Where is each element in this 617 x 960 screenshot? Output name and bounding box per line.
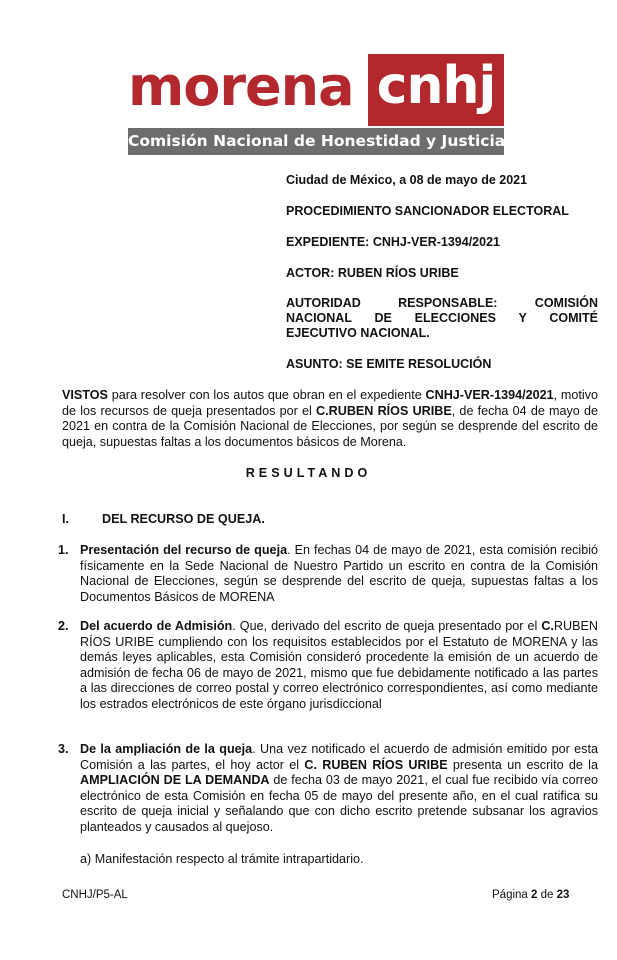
- item-number: 1.: [58, 543, 69, 557]
- item-text: . Una vez notificado el acuerdo de admisión emitido por esta Comisión a las partes, el hoy actor el: [80, 742, 598, 772]
- item-text: . Que, derivado del escrito de queja presentado por el: [232, 619, 542, 633]
- item-text: presenta un escrito de la: [447, 757, 598, 772]
- intro-name: C.RUBEN RÍOS URIBE: [316, 403, 452, 418]
- authority-line-1: AUTORIDAD RESPONSABLE: COMISIÓN: [286, 296, 598, 310]
- subject: ASUNTO: SE EMITE RESOLUCIÓN: [286, 357, 492, 371]
- intro-file: CNHJ-VER-1394/2021: [425, 388, 554, 402]
- page-label: Página: [492, 889, 532, 901]
- authority-line-3: EJECUTIVO NACIONAL.: [286, 326, 430, 340]
- resultando-heading: RESULTANDO: [245, 466, 372, 480]
- intro-paragraph: [62, 388, 598, 450]
- item-bold-name: C.: [541, 619, 554, 633]
- sub-item: a) Manifestación respecto al trámite intrapartidario.: [80, 852, 364, 866]
- section-title: DEL RECURSO DE QUEJA.: [102, 512, 265, 526]
- item-title: Del acuerdo de Admisión: [80, 619, 233, 633]
- page-of: de: [537, 889, 557, 901]
- item-number: 2.: [58, 619, 69, 633]
- item-body: [80, 543, 598, 605]
- cnhj-logo: [128, 54, 504, 156]
- item-number: 3.: [58, 742, 69, 756]
- page-current: 2: [531, 889, 538, 901]
- item-bold-name: C. RUBEN RÍOS URIBE: [304, 757, 448, 772]
- item-title: De la ampliación de la queja: [80, 742, 253, 756]
- intro-text-2: , motivo de los recursos de queja presentados por el: [62, 388, 599, 418]
- document-date: Ciudad de México, a 08 de mayo de 2021: [286, 173, 528, 187]
- intro-text-1: para resolver con los autos que obran en el expediente: [107, 388, 426, 402]
- file-number: EXPEDIENTE: CNHJ-VER-1394/2021: [286, 235, 500, 249]
- item-title: Presentación del recurso de queja: [80, 543, 288, 557]
- item-text: . En fechas 04 de mayo de 2021, esta comisión recibió físicamente en la Sede Nacional de Nuestro Partido un escrito en contra de la Comisión Nacional de Elecciones, según se desprende del escrito de queja, supuestas faltas a los Documentos Básicos de MORENA: [80, 543, 598, 604]
- intro-vistos: VISTOS: [62, 388, 108, 402]
- item-bold-demand: AMPLIACIÓN DE LA DEMANDA: [80, 773, 270, 788]
- page-number: [492, 889, 569, 901]
- item-text: RUBEN RÍOS URIBE cumpliendo con los requisitos establecidos por el Estatuto de MORENA y las demás leyes aplicables, esta Comisión consideró procedente la emisión de un acuerdo de admisión de fecha 06 de mayo de 2021, mismo que fue debidamente notificado a las partes a las direcciones de correo postal y correo electrónico correspondientes, así como mediante los estrados electrónicos de este órgano jurisdiccional: [80, 619, 598, 711]
- item-body: [80, 619, 598, 713]
- item-text: de fecha 03 de mayo 2021, el cual fue recibido vía correo electrónico de esta Comisión en fecha 05 de mayo del presente año, en el cual ratifica su escrito de queja inicial y señalando que con dicho escrito pretende subsanar los agravios planteados y causados al quejoso.: [80, 773, 598, 834]
- authority-line-2: NACIONAL DE ELECCIONES Y COMITÉ: [286, 311, 598, 325]
- section-number: I.: [62, 512, 69, 526]
- footer-code: CNHJ/P5-AL: [62, 889, 128, 901]
- item-body: [80, 742, 598, 836]
- logo-wordmark: morena: [128, 55, 354, 118]
- actor: ACTOR: RUBEN RÍOS URIBE: [286, 266, 459, 280]
- intro-text-3: , de fecha 04 de mayo de 2021 en contra de la Comisión Nacional de Elecciones, por según se desprende del escrito de queja, supuestas faltas a los documentos básicos de Morena.: [62, 403, 598, 449]
- logo-box: cnhj: [368, 54, 504, 126]
- logo-subtitle: Comisión Nacional de Honestidad y Justicia: [128, 128, 504, 155]
- page-total: 23: [556, 889, 570, 901]
- procedure-type: PROCEDIMIENTO SANCIONADOR ELECTORAL: [286, 204, 569, 218]
